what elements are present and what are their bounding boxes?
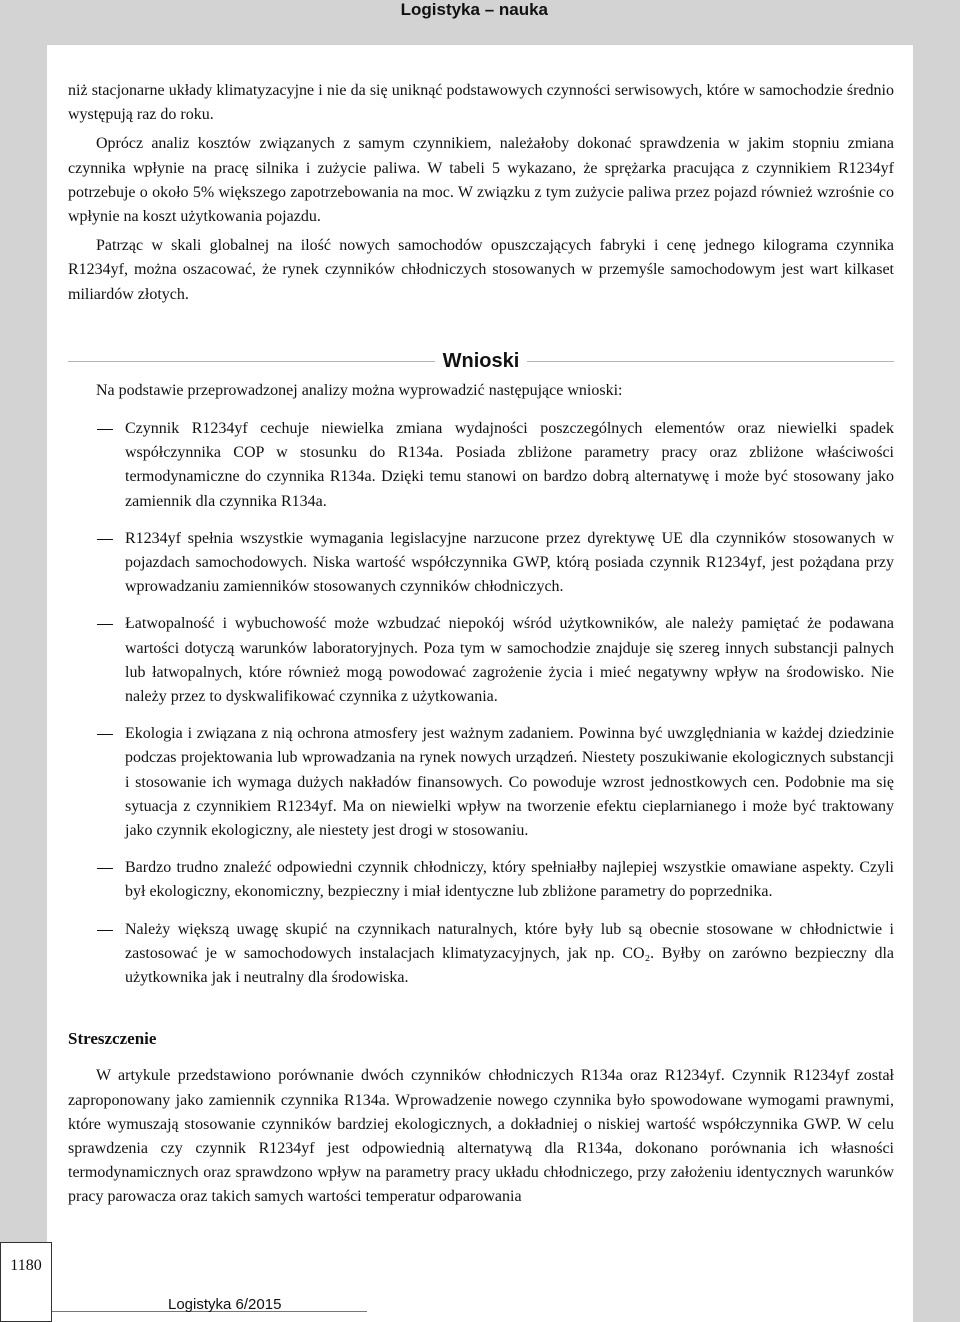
page-number-box — [0, 1242, 52, 1322]
list-item — [68, 612, 894, 709]
paragraph: niż stacjonarne układy klimatyzacyjne i nie da się uniknąć podstawowych czynności serwisowych, które w samochodzie średnio występują raz do roku. — [68, 82, 894, 124]
document-page — [47, 45, 913, 1322]
dash-bullet-icon — [97, 429, 113, 430]
running-header-title: Logistyka – nauka — [400, 0, 548, 19]
dash-bullet-icon — [97, 624, 113, 625]
dash-bullet-icon — [97, 539, 113, 540]
list-item-text: Ekologia i związana z nią ochrona atmosfery jest ważnym zadaniem. Powinna być uwzględniania w każdej dziedzinie podczas projektowania lub wprowadzania na rynek nowych urządzeń. Niestety poszukiwanie ekologicznych substancji i stosowanie ich wymaga dużych nakładów finansowych. Co powoduje wzrost jednostkowych cen. Podobnie ma się sytuacja z czynnikiem R1234yf. Ma on niewielki wpływ na tworzenie efektu cieplarnianego i może być traktowany jako czynnik ekologiczny, ale niestety jest drogi w stosowaniu. — [125, 725, 894, 840]
dash-bullet-icon — [97, 868, 113, 869]
list-item — [68, 918, 894, 991]
summary-heading: Streszczenie — [68, 1029, 157, 1049]
list-item-text: R1234yf spełnia wszystkie wymagania legislacyjne narzucone przez dyrektywę UE dla czynników stosowanych w pojazdach samochodowych. Niska wartość współczynnika GWP, którą posiada czynnik R1234yf, jest pożądana przy wprowadzaniu zamienników stosowanych czynników chłodniczych. — [125, 529, 894, 596]
dash-bullet-icon — [97, 930, 113, 931]
list-item — [68, 856, 894, 904]
page-content — [68, 79, 894, 1210]
summary-paragraph: W artykule przedstawiono porównanie dwóch czynników chłodniczych R134a oraz R1234yf. Czynnik R1234yf został zaproponowany jako zamiennik czynnika R134a. Wprowadzenie nowego czynnika było spowodowane wymogami prawnymi, które wymuszają stosowanie czynników bardziej ekologicznych, a dokładniej o niskiej wartość współczynnika GWP. W celu sprawdzenia czy czynnik R1234yf jest odpowiednią alternatywą dla R134a, dokonano porównania ich własności termodynamicznych oraz sprawdzono wpływ na parametry pracy układu chłodniczego, przy założeniu identycznych warunków pracy parowacza oraz takich samych wartości temperatur odparowania — [68, 1067, 894, 1206]
conclusions-heading-block — [68, 341, 894, 379]
list-item-text: Należy większą uwagę skupić na czynnikach naturalnych, które były lub są obecnie stosowane w chłodnictwie i zastosować je w samochodowych instalacjach klimatyzacyjnych, jak np. CO₂. Byłby on zarówno bezpieczny dla użytkownika jak i neutralny dla środowiska. — [125, 920, 894, 987]
list-item — [68, 527, 894, 600]
list-item-text: Bardzo trudno znaleźć odpowiedni czynnik chłodniczy, który spełniałby najlepiej wszystkie omawiane aspekty. Czyli był ekologiczny, ekonomiczny, bezpieczny i miał identyczne lub zbliżone parametry do poprzednika. — [125, 859, 894, 901]
journal-name: Logistyka 6/2015 — [168, 1296, 282, 1313]
conclusions-list — [68, 417, 894, 990]
paragraph: Oprócz analiz kosztów związanych z samym czynnikiem, należałoby dokonać sprawdzenia w jakim stopniu zmiana czynnika wpłynie na pracę silnika i zużycie paliwa. W tabeli 5 wykazano, że sprężarka pracująca z czynnikiem R1234yf potrzebuje o około 5% większego zapotrzebowania na moc. W związku z tym zużycie paliwa przez pojazd również wzrośnie co wpłynie na koszt użytkowania pojazdu. — [68, 135, 894, 226]
conclusions-heading: Wnioski — [435, 341, 528, 381]
list-item — [68, 722, 894, 843]
paragraph: Patrząc w skali globalnej na ilość nowych samochodów opuszczających fabryki i cenę jednego kilograma czynnika R1234yf, można oszacować, że rynek czynników chłodniczych stosowanych w przemyśle samochodowym jest wart kilkaset miliardów złotych. — [68, 237, 894, 303]
list-item — [68, 417, 894, 514]
conclusions-intro: Na podstawie przeprowadzonej analizy można wyprowadzić następujące wnioski: — [96, 381, 623, 399]
list-item-text: Czynnik R1234yf cechuje niewielka zmiana wydajności poszczególnych elementów oraz niewielki spadek współczynnika COP w stosunku do R134a. Posiada zbliżone parametry pracy oraz zbliżone właściwości termodynamiczne do czynnika R134a. Dzięki temu stanowi on bardzo dobrą alternatywę i może być stosowany jako zamiennik dla czynnika R134a. — [125, 420, 894, 510]
dash-bullet-icon — [97, 734, 113, 735]
page-number: 1180 — [10, 1257, 42, 1274]
list-item-text: Łatwopalność i wybuchowość może wzbudzać niepokój wśród użytkowników, ale należy pamiętać że podawana wartości dotyczą warunków laboratoryjnych. Poza tym w samochodzie znajduje się szereg innych substancji palnych lub łatwopalnych, które również mogą powodować zagrożenie życia i mieć negatywny wpływ na środowisko. Nie należy przez to dyskwalifikować czynnika z użytkowania. — [125, 615, 894, 706]
